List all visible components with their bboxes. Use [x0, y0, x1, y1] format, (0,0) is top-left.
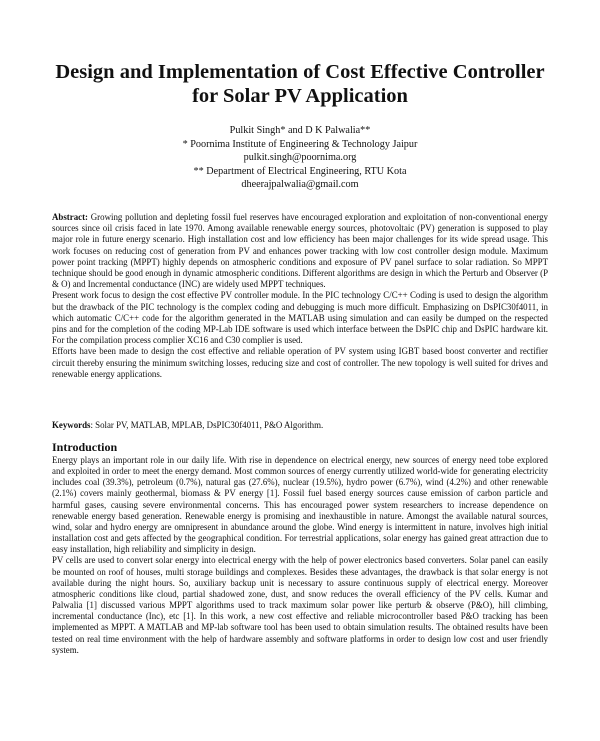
body-paragraph: Energy plays an important role in our daily life. With rise in dependence on electrical energy, new sources of energy need tobe explored and exploited in order to meet the energy demand. Most common sources of energy currently utilized world-wide for generating electricity includes coal (39.3%), petroleum (0.7%), natural gas (27.6%), nuclear (19.5%), hydro power (6.7%), wind (4.2%) and other renewable (2.1%) covers mainly geothermal, biomass & PV energy [1]. Fossil fuel based energy sources cause emission of carbon particle and harmful gases, causing severe environmental concerns. This has encouraged power system researchers to increase dependence on renewable energy based generation. Renewable energy is promising and inexhaustible in nature. Amongst the available natural sources, wind, solar and hydro energy are omnipresent in abundance around the globe. Wind energy is intermittent in nature, involves high initial installation cost and gets affected by the geographical condition. For terrestrial applications, solar energy has gained great attraction due to easy installation, high reliability and simplicity in design.: [52, 455, 548, 555]
paper-title: Design and Implementation of Cost Effective Controller for Solar PV Application: [55, 61, 545, 107]
abstract-label: Abstract:: [52, 212, 88, 222]
keywords-text: : Solar PV, MATLAB, MPLAB, DsPIC30f4011, P&O Algorithm.: [90, 420, 324, 430]
affiliation-1: * Poornima Institute of Engineering & Technology Jaipur: [182, 138, 418, 150]
abstract-paragraph: [52, 212, 548, 290]
keywords: [52, 420, 548, 431]
affiliation-2: ** Department of Electrical Engineering, RTU Kota: [193, 165, 407, 177]
author-names: Pulkit Singh* and D K Palwalia**: [229, 125, 371, 136]
abstract-paragraph: Efforts have been made to design the cost effective and reliable operation of PV system using IGBT based boost converter and rectifier circuit thereby ensuring the minimum switching losses, reducing size and cost of controller. The new topology is well suited for drives and renewable energy applications.: [52, 346, 548, 379]
email-2: dheerajpalwalia@gmail.com: [241, 179, 359, 191]
abstract-text: Growing pollution and depleting fossil fuel reserves have encouraged exploration and exploitation of non-conventional energy sources since oil crisis faced in late 1970. Among available renewable energy sources, photovoltaic (PV) generation is supposed to play major role in future energy scenario. High installation cost and low efficiency has been major challenges for its wide spread usage. This work focuses on reducing cost of generation from PV and enhances power tracking with low cost controller design module. Maximum power point tracking (MPPT) highly depends on atmospheric conditions and exposure of PV panel surface to solar radiation. So MPPT technique should be good enough in dynamic atmospheric conditions. Different algorithms are design in which the Perturb and Observer (P & O) and Incremental conductance (INC) are widely used MPPT techniques.: [52, 212, 548, 290]
section-heading-introduction: Introduction: [52, 440, 118, 454]
body-paragraph: PV cells are used to convert solar energy into electrical energy with the help of power electronics based converters. Solar panel can easily be mounted on roof of houses, multi storage buildings and complexes. Besides these advantages, the drawback is that solar energy is not available during the night hours. So, auxiliary backup unit is necessary to assure continuous supply of electrical energy. Moreover atmospheric conditions like cloud, partial shadowed zone, dust, and snow reduces the overall efficiency of the PV cells. Kumar and Palwalia [1] discussed various MPPT algorithms used to track maximum solar power like perturb & observe (P&O), hill climbing, incremental conductance (Inc), etc [1]. In this work, a new cost effective and reliable microcontroller based P&O tracking has been implemented as MPPT. A MATLAB and MP-lab software tool has been used to obtain simulation results. The obtained results have been tested on real time environment with the help of hardware assembly and software platforms in order to design low cost and user friendly system.: [52, 555, 548, 655]
abstract-paragraph: Present work focus to design the cost effective PV controller module. In the PIC technology C/C++ Coding is used to design the algorithm but the drawback of the PIC technology is the complex coding and debugging is much more difficult. Emphasizing on DsPIC30f4011, in which automatic C/C++ code for the algorithm generated in the MATLAB using simulation and can easily be dumped on the respected pins and for the completion of the coding MP-Lab IDE software is used which interface between the DsPIC chip and DsPIC hardware kit. For the compilation process complier XC16 and C30 complier is used.: [52, 290, 548, 346]
introduction-body: [52, 455, 548, 656]
keywords-label: Keywords: [52, 420, 91, 430]
email-1: pulkit.singh@poornima.org: [243, 152, 357, 164]
author-block: [100, 124, 500, 192]
abstract: [52, 212, 548, 380]
